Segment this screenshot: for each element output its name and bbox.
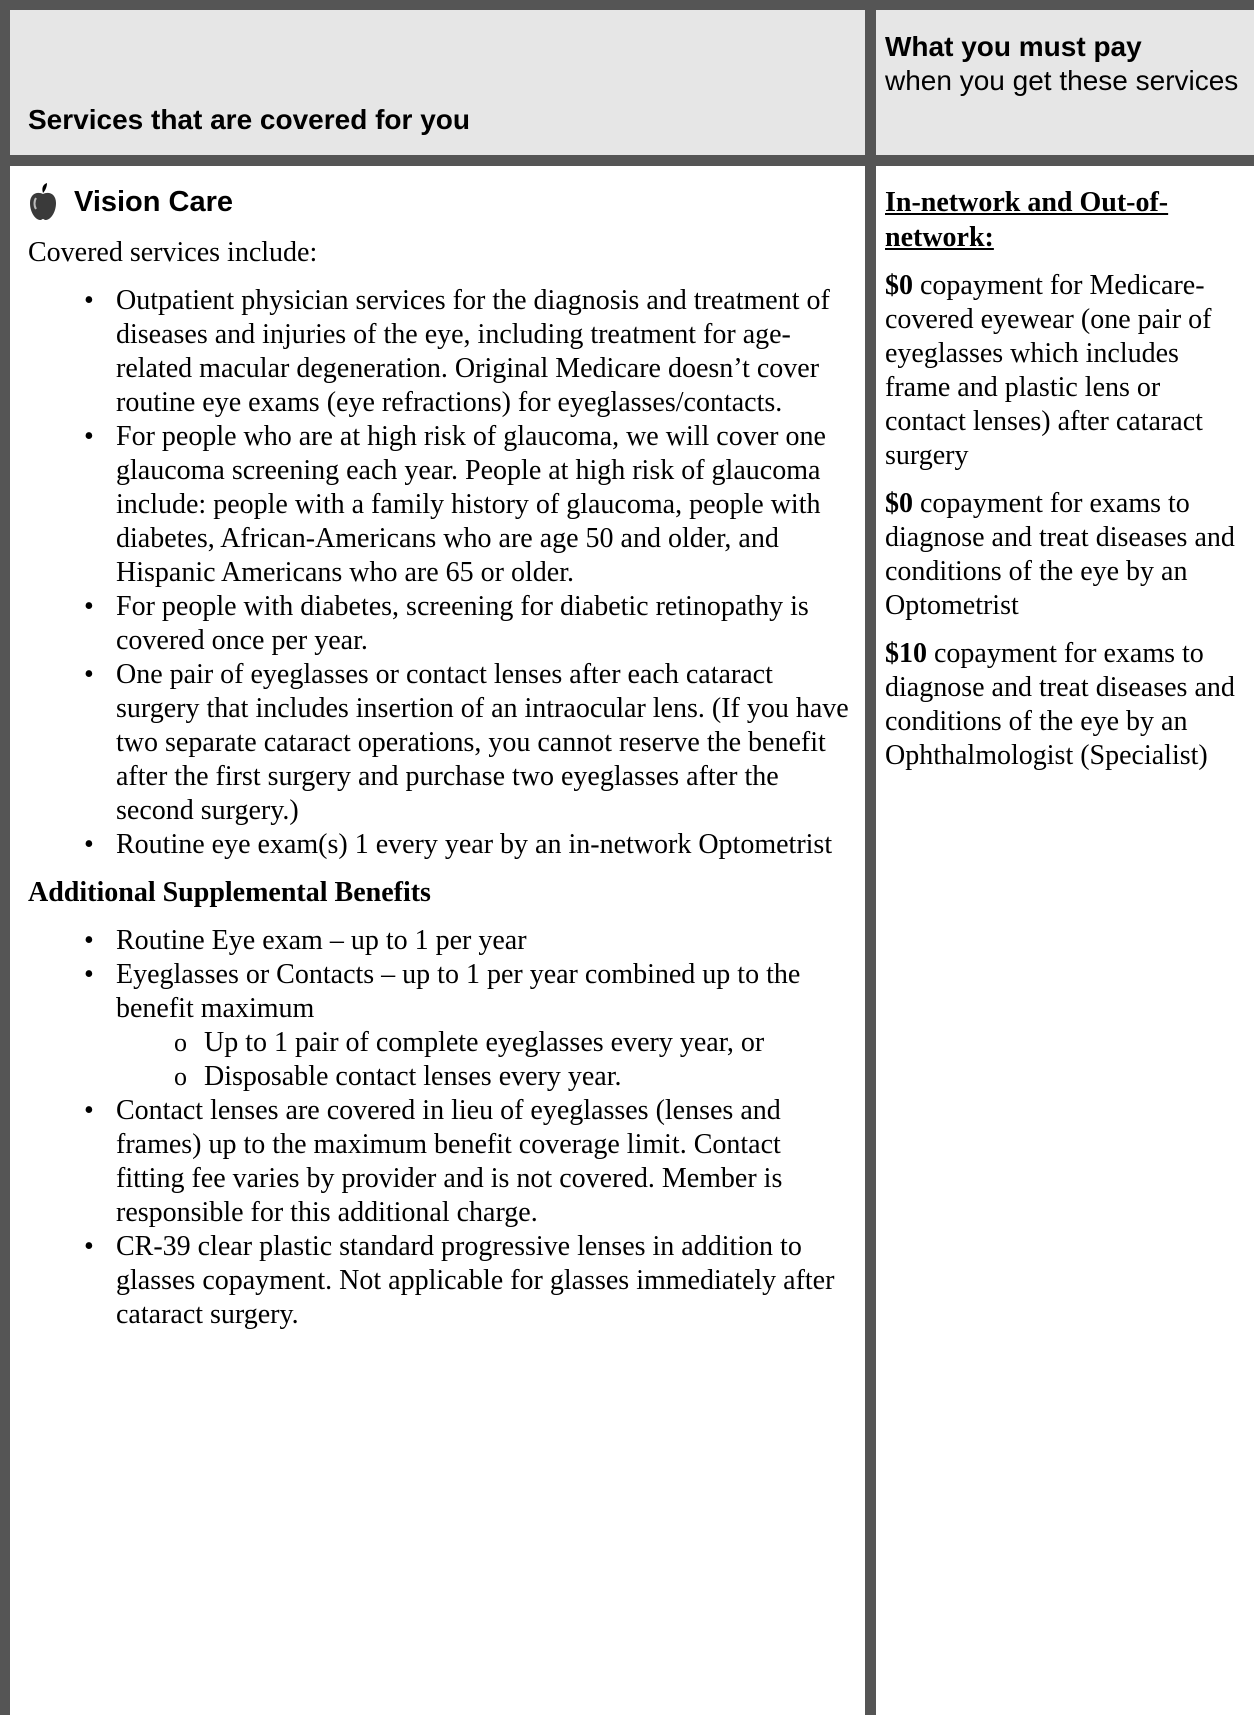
cost-amount: $10 (885, 638, 927, 669)
table-border-top (0, 0, 1254, 10)
section-title (28, 180, 853, 224)
table-divider (865, 0, 876, 1715)
cost-text: copayment for exams to diagnose and treat diseases and conditions of the eye by an Ophthalmologist (Specialist) (885, 638, 1235, 771)
cost-amount: $0 (885, 270, 913, 301)
header-cost-label (885, 30, 1245, 98)
intro-text: Covered services include: (28, 237, 318, 268)
section-title-text: Vision Care (74, 185, 234, 218)
list-item: • For people with diabetes, screening for diabetic retinopathy is covered once per year. (88, 590, 853, 658)
apple-icon (28, 183, 58, 221)
header-cost-bold: What you must pay (885, 31, 1142, 62)
header-cost-rest: when you get these services (885, 65, 1239, 96)
header-services-label: Services that are covered for you (28, 104, 470, 135)
cost-amount: $0 (885, 488, 913, 519)
sub-list-item: o Up to 1 pair of complete eyeglasses every year, or (176, 1026, 853, 1060)
list-item-text: Eyeglasses or Contacts – up to 1 per year combined up to the benefit maximum (116, 959, 801, 1024)
list-item: • One pair of eyeglasses or contact lenses after each cataract surgery that includes insertion of an intraocular lens. (If you have two separate cataract operations, you cannot reserve the benefit after the first surgery and purchase two eyeglasses after the second surgery.) (88, 658, 853, 828)
header-divider (0, 155, 1254, 166)
cost-column (885, 185, 1245, 773)
cost-heading: In-network and Out-of-network: (885, 187, 1169, 253)
cost-text: copayment for Medicare-covered eyewear (one pair of eyeglasses which includes frame and plastic lens or contact lenses) after cataract surgery (885, 270, 1212, 471)
list-item: • For people who are at high risk of glaucoma, we will cover one glaucoma screening each year. People at high risk of glaucoma include: people with a family history of glaucoma, people with diabetes, African-Americans who are age 50 and older, and Hispanic Americans who are 65 or older. (88, 420, 853, 590)
cost-text: copayment for exams to diagnose and treat diseases and conditions of the eye by an Optometrist (885, 488, 1235, 621)
sub-list-item: o Disposable contact lenses every year. (176, 1060, 853, 1094)
table-border-left (0, 0, 10, 1715)
cost-item (885, 487, 1245, 623)
list-item (88, 958, 853, 1094)
supplemental-list (28, 924, 853, 1332)
services-column (28, 180, 853, 1332)
cost-item (885, 269, 1245, 473)
cost-item (885, 637, 1245, 773)
supplemental-heading: Additional Supplemental Benefits (28, 877, 431, 908)
list-item: • Contact lenses are covered in lieu of eyeglasses (lenses and frames) up to the maximum benefit coverage limit. Contact fitting fee varies by provider and is not covered. Member is responsible for this additional charge. (88, 1094, 853, 1230)
list-item: • Outpatient physician services for the diagnosis and treatment of diseases and injuries of the eye, including treatment for age-related macular degeneration. Original Medicare doesn’t cover routine eye exams (eye refractions) for eyeglasses/contacts. (88, 284, 853, 420)
list-item: • CR-39 clear plastic standard progressive lenses in addition to glasses copayment. Not applicable for glasses immediately after cataract surgery. (88, 1230, 853, 1332)
list-item: • Routine eye exam(s) 1 every year by an in-network Optometrist (88, 828, 853, 862)
sub-list (116, 1026, 853, 1094)
covered-services-list (28, 284, 853, 862)
list-item: • Routine Eye exam – up to 1 per year (88, 924, 853, 958)
